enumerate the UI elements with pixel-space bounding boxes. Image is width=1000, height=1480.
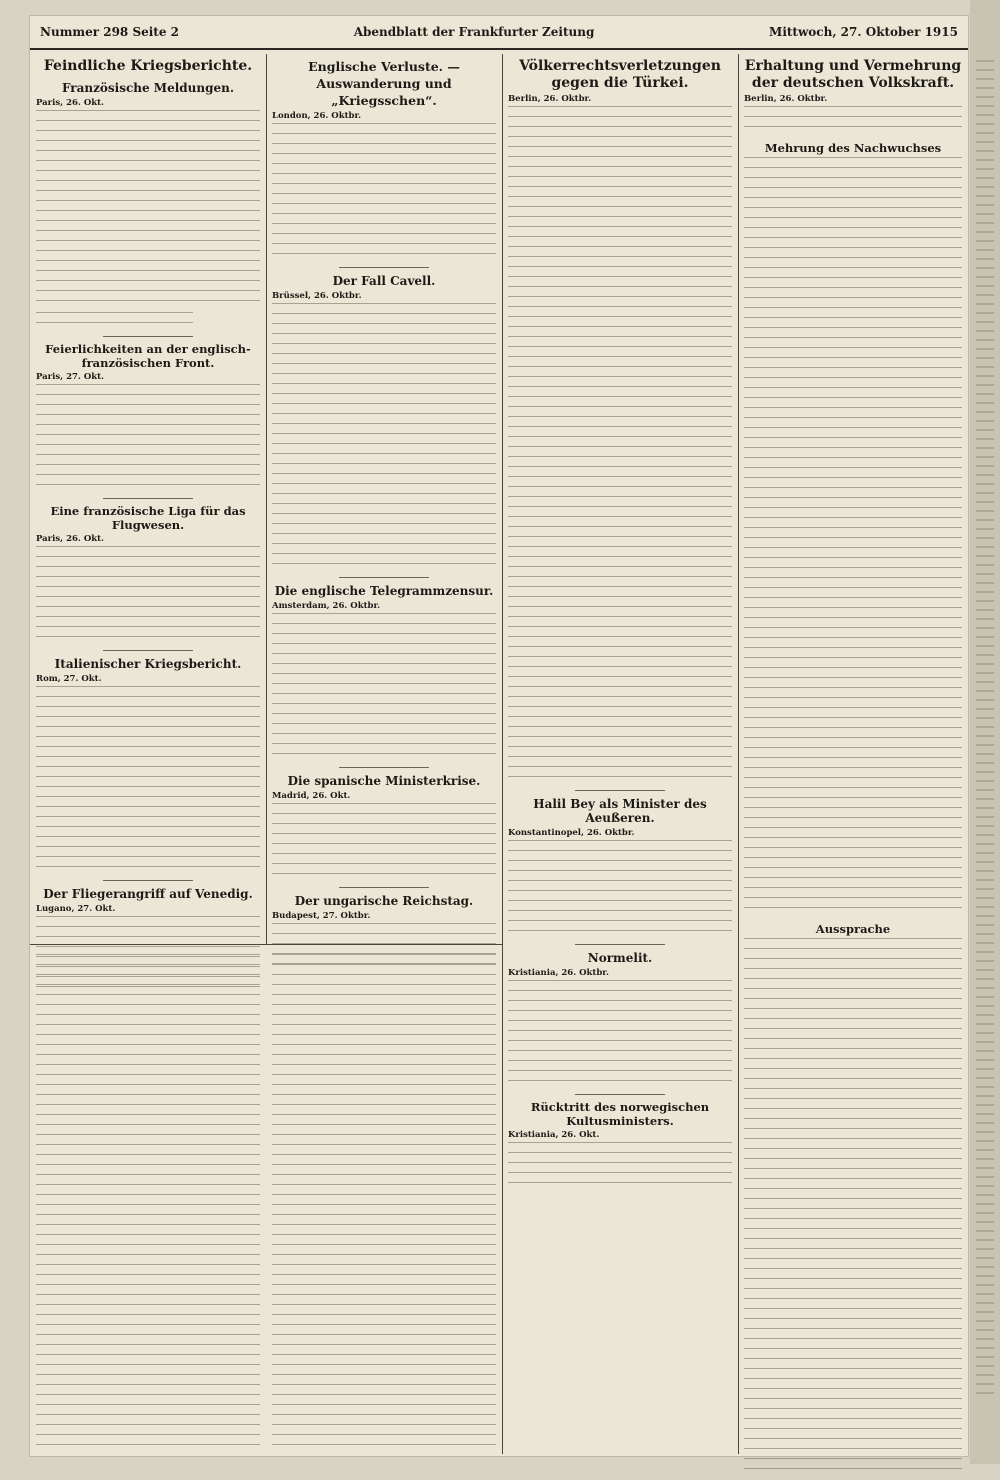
subhead-italienischer-kriegsbericht: Italienischer Kriegsbericht. [54, 657, 242, 671]
dateline: Paris, 26. Okt. [36, 98, 105, 108]
article-text [36, 384, 260, 494]
column-war-reports [30, 54, 266, 998]
dateline: Konstantinopel, 26. Oktbr. [508, 828, 635, 838]
feuilleton-right [266, 952, 502, 1456]
article-text [272, 803, 496, 883]
subhead-aussprache: Aussprache [815, 922, 891, 936]
separator [103, 880, 193, 881]
article-text [36, 312, 193, 332]
article-text [36, 546, 260, 646]
separator [103, 650, 193, 651]
subhead-ungarischer-reichstag: Der ungarische Reichstag. [294, 894, 474, 908]
subhead-kultusminister: Rücktritt des norwegischen Kultusministers. [530, 1100, 710, 1128]
dateline: Rom, 27. Okt. [36, 674, 102, 684]
column-english-losses [266, 54, 502, 975]
dateline: Kristiania, 26. Oktbr. [508, 968, 609, 978]
dateline: Berlin, 26. Oktbr. [744, 94, 828, 104]
article-text [744, 106, 962, 136]
separator [339, 767, 429, 768]
dateline: Paris, 27. Okt. [36, 372, 105, 382]
article-text [744, 157, 962, 917]
headline-erhaltung-volkskraft: Erhaltung und Vermehrung der deutschen Volkskraft. [744, 58, 962, 91]
feuilleton-left [30, 952, 266, 1456]
dateline: Kristiania, 26. Okt. [508, 1130, 600, 1140]
column-volkskraft [738, 54, 968, 1480]
subhead-normelit: Normelit. [587, 951, 653, 965]
subhead-spanische-ministerkrise: Die spanische Ministerkrise. [287, 774, 481, 788]
subhead-franzoesische-meldungen: Französische Meldungen. [61, 81, 235, 95]
subhead-fall-cavell: Der Fall Cavell. [332, 274, 436, 288]
newspaper-title: Abendblatt der Frankfurter Zeitung [353, 25, 595, 39]
dateline: Madrid, 26. Okt. [272, 791, 351, 801]
article-text [272, 123, 496, 263]
feuilleton-text [272, 954, 496, 1454]
page-number: Nummer 298 Seite 2 [40, 25, 180, 39]
separator [339, 267, 429, 268]
article-text [36, 686, 260, 876]
article-text [272, 613, 496, 763]
subhead-fliegerangriff-venedig: Der Fliegerangriff auf Venedig. [43, 887, 253, 901]
dateline: Amsterdam, 26. Oktbr. [272, 601, 381, 611]
dateline: Lugano, 27. Okt. [36, 904, 116, 914]
article-text [272, 303, 496, 573]
separator [103, 336, 193, 337]
article-text [508, 840, 732, 940]
article-text [508, 1142, 732, 1192]
masthead [30, 16, 968, 50]
subhead-telegrammzensur: Die englische Telegrammzensur. [274, 584, 494, 598]
subhead-feierlichkeiten: Feierlichkeiten an der englisch-französischen Front. [45, 342, 251, 370]
subhead-halil-bey: Halil Bey als Minister des Aeußeren. [533, 797, 707, 825]
feuilleton-text [36, 954, 260, 1454]
article-text [36, 110, 260, 310]
subhead-liga-flugwesen: Eine französische Liga für das Flugwesen. [50, 504, 246, 532]
headline-feindliche-kriegsberichte: Feindliche Kriegsberichte. [43, 58, 253, 74]
separator [575, 944, 665, 945]
headline-englische-verluste: Englische Verluste. — Auswanderung und „Kriegsschen“. [308, 59, 460, 108]
separator [575, 1094, 665, 1095]
article-text [744, 938, 962, 1478]
scan-edge [970, 0, 1000, 1464]
headline-voelkerrechtsverletzungen: Völkerrechtsverletzungen gegen die Türkei. [519, 58, 721, 91]
article-text [508, 106, 732, 786]
separator [103, 498, 193, 499]
separator [575, 790, 665, 791]
dateline: Paris, 26. Okt. [36, 534, 105, 544]
separator [339, 577, 429, 578]
newspaper-page [30, 16, 968, 1456]
dateline: Berlin, 26. Oktbr. [508, 94, 592, 104]
article-text [508, 980, 732, 1090]
subhead-mehrung-nachwuchses: Mehrung des Nachwuchses [764, 141, 942, 155]
column-turkey [502, 54, 738, 1194]
dateline: Brüssel, 26. Oktbr. [272, 291, 362, 301]
dateline: Budapest, 27. Oktbr. [272, 911, 371, 921]
separator [339, 887, 429, 888]
issue-date: Mittwoch, 27. Oktober 1915 [769, 25, 958, 39]
dateline: London, 26. Oktbr. [272, 111, 362, 121]
